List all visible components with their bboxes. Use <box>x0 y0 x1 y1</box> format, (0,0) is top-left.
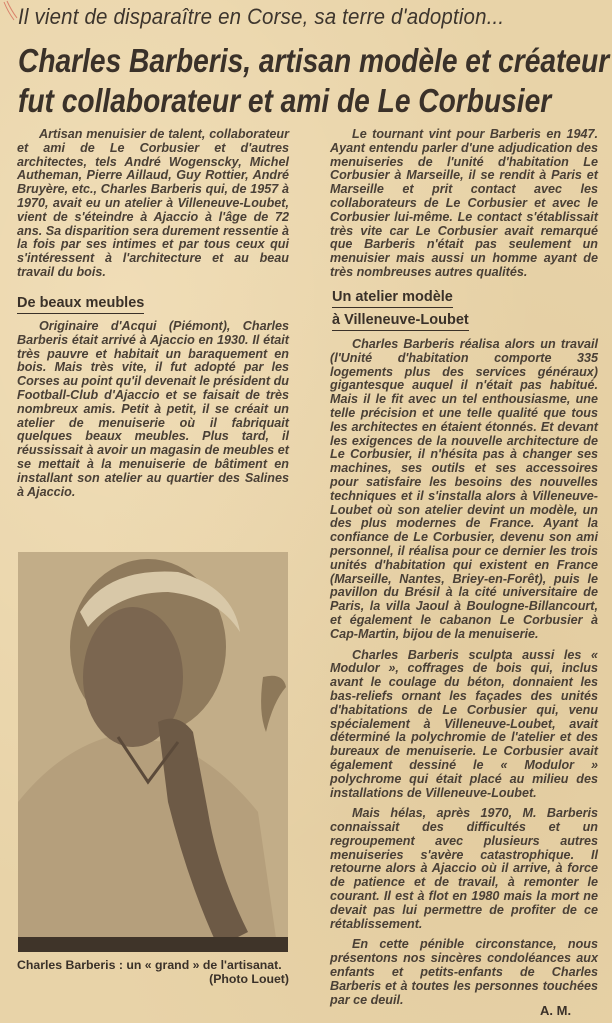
section2-paragraph: Charles Barberis sculpta aussi les « Modulor », coffrages de bois qui, inclus avant le coulage du béton, donnaient les bas-reliefs ornant les façades des unités d'habitations de Le Corbusier qui, venu spécialement à Villeneuve-Loubet, avait déterminé la polychromie de l'atelier et des bureaux de menuiserie. Le Corbusier avait également dessiné le « Modulor » polychrome qui était placé au milieu des installations de Villeneuve-Loubet. <box>330 647 598 800</box>
right-column-section2 <box>330 338 598 1007</box>
headline <box>18 42 610 122</box>
section2-paragraph: Charles Barberis réalisa alors un travail (l'Unité d'habitation comporte 335 logements plus des services généraux) gigantesque auquel il n'était pas habitué. Mais il le fit avec un tel enthousiasme, une telle précision et une telle qualité que tous les architectes en étaient étonnés. Et devant les exigences de la nouvelle architecture de Le Corbusier, il n'hésita pas à changer ses machines, ses outils et ses accessoires pour satisfaire les besoins des nouvelles techniques et il s'installa alors à Villeneuve-Loubet où son atelier devint un modèle, un des plus modernes de France. Ayant la confiance de Le Corbusier, devenu son ami personnel, il réalisa pour ce dernier les trois unités d'habitation qui existent en France (Marseille, Nantes, Briey-en-Forêt), puis le pavillon du Brésil à la cité universitaire de Paris, la villa Jaoul à Boulogne-Billancourt, et également le cabanon Le Corbusier à Cap-Martin, bijou de la menuiserie. <box>330 337 598 641</box>
right-column-intro <box>330 128 598 280</box>
left-column-intro <box>17 128 289 280</box>
portrait-photo <box>18 552 288 952</box>
subhead-text: Un atelier modèle <box>332 289 453 308</box>
section2-paragraph: Mais hélas, après 1970, M. Barberis connaissait des difficultés et un regroupement avec plusieurs autres menuiseries s'avère catastrophique. Il retourne alors à Ajaccio où il arrive, à force de patience et de travail, à remonter le courant. Il est à flot en 1980 mais la mort ne devait pas lui permettre de profiter de ce rétablissement. <box>330 806 598 931</box>
right-intro-paragraph: Le tournant vint pour Barberis en 1947. Ayant entendu parler d'une adjudication des menuiseries de l'unité d'habitation Le Corbusier à Marseille, il se rendit à Paris et Marseille et prit contact avec les collaborateurs de Le Corbusier et avec le Corbusier lui-même. Le contact s'établissait très vite car Le Corbusier avait remarqué que Barberis n'était pas seulement un menuisier mais aussi un homme ayant de très nombreuses autres qualités. <box>330 127 598 279</box>
kicker: Il vient de disparaître en Corse, sa terre d'adoption... <box>18 4 505 29</box>
section1-paragraph: Originaire d'Acqui (Piémont), Charles Barberis était arrivé à Ajaccio en 1930. Il était très pauvre et habitait un baraquement en bois. Mais très vite, il fut adopté par les Corses au point qu'il devenait le président du Football-Club d'Ajaccio et se faisait de très nombreux amis. Petit à petit, il se créait un atelier de menuiserie où il fabriquait quelques beaux meubles. Plus tard, il réussissait à avoir un magasin de meubles et se mettait à la menuiserie de bâtiment en installant son atelier au quartier des Salines à Ajaccio. <box>17 319 289 499</box>
photo-credit: (Photo Louet) <box>209 972 289 986</box>
section-heading-atelier-line1 <box>332 288 453 308</box>
section-heading-beaux-meubles <box>17 294 144 314</box>
author-signature: A. M. <box>540 1003 572 1018</box>
headline-line-2: fut collaborateur et ami de Le Corbusier <box>18 83 552 120</box>
headline-line-1: Charles Barberis, artisan modèle et créateur <box>18 43 610 80</box>
left-column-section1 <box>17 320 289 499</box>
portrait-image <box>18 552 288 952</box>
intro-paragraph: Artisan menuisier de talent, collaborateur et ami de Le Corbusier et d'autres architectes, tels André Wogenscky, Michel Autheman, Pierre Aillaud, Guy Rottier, André Bruyère, etc., Charles Barberis qui, de 1957 à 1970, avait eu un atelier à Villeneuve-Loubet, vient de s'éteindre à Ajaccio à l'âge de 72 ans. Sa disparition sera durement ressentie à la fois par ses intimes et par tous ceux qui s'intéressent à l'architecture et au beau travail du bois. <box>17 127 289 279</box>
photo-caption: Charles Barberis : un « grand » de l'artisanat. <box>17 958 282 972</box>
subhead-text: De beaux meubles <box>17 295 144 314</box>
section2-paragraph: En cette pénible circonstance, nous présentons nos sincères condoléances aux enfants et petits-enfants de Charles Barberis et à toutes les personnes touchées par ce deuil. <box>330 937 598 1007</box>
subhead-text: à Villeneuve-Loubet <box>332 312 469 331</box>
section-heading-atelier-line2 <box>332 311 469 331</box>
